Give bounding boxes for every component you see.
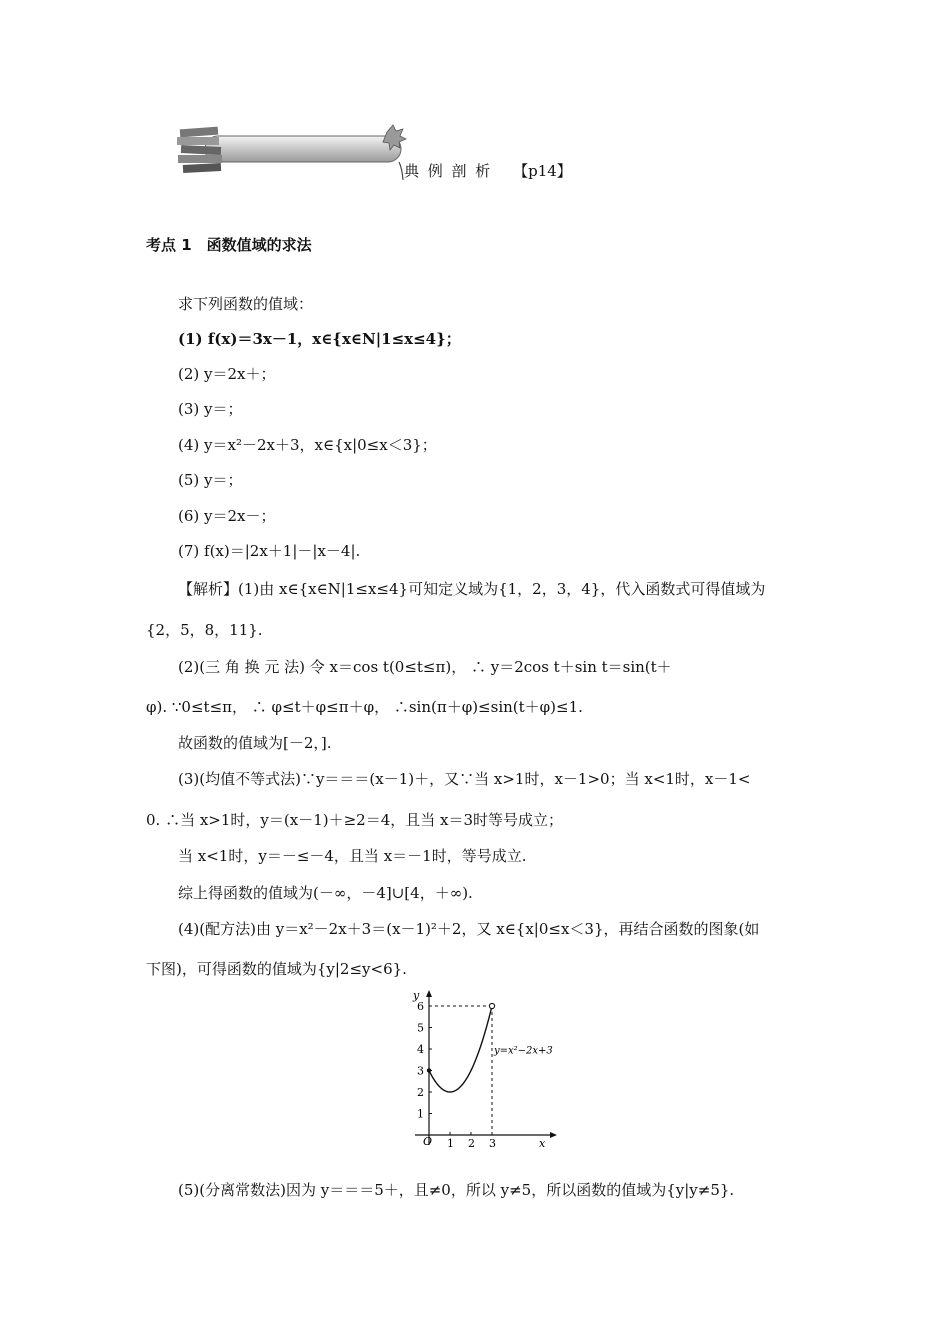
problem-item-2: (2) y＝2x＋； [178, 365, 276, 383]
y-tick-label: 1 [417, 1107, 424, 1121]
origin-label: O [423, 1135, 433, 1148]
problem-item-4: (4) y＝x²－2x＋3，x∈{x|0≤x＜3}； [178, 436, 437, 454]
open-endpoint [489, 1003, 494, 1008]
parabola-curve [429, 1006, 492, 1092]
solution-line-11: 下图)，可得函数的值域为{y|2≤y<6}. [146, 960, 407, 978]
solution-line-8: 当 x<1时，y＝－≤－4，且当 x＝－1时，等号成立. [178, 847, 527, 865]
problem-item-3: (3) y＝； [178, 400, 243, 418]
page-ref: 【p14】 [513, 162, 572, 180]
problem-item-7: (7) f(x)＝|2x＋1|－|x－4|. [178, 542, 361, 560]
y-axis-label: y [413, 989, 420, 1002]
solution-line-5: 故函数的值域为[－2，]. [178, 734, 332, 752]
solution-line-2: {2，5，8，11}. [146, 621, 263, 639]
y-tick-label: 2 [417, 1086, 424, 1099]
x-tick-label: 1 [447, 1137, 454, 1150]
section-label: 典 例 剖 析 [404, 162, 493, 180]
solution-line-3: (2)(三 角 换 元 法) 令 x＝cos t(0≤t≤π)， ∴ y＝2cos t＋sin t＝sin(t＋ [178, 658, 672, 676]
problem-item-5: (5) y＝； [178, 471, 243, 489]
x-tick-label: 2 [468, 1137, 475, 1150]
books-icon [177, 127, 222, 173]
problem-item-6: (6) y＝2x－； [178, 507, 276, 525]
function-graph [405, 985, 575, 1150]
problem-item-1: (1) f(x)＝3x－1，x∈{x∈N|1≤x≤4}； [178, 330, 461, 348]
problem-intro: 求下列函数的值域： [178, 295, 314, 313]
x-tick-label: 3 [489, 1137, 496, 1150]
section-banner [175, 122, 415, 182]
topic-title: 考点 1 函数值域的求法 [146, 236, 312, 254]
solution-line-4: φ). ∵0≤t≤π， ∴ φ≤t＋φ≤π＋φ， ∴sin(π＋φ)≤sin(t＋φ)≤1. [146, 698, 583, 716]
curve-label: y=x²−2x+3 [494, 1045, 553, 1057]
y-ticks [417, 1000, 432, 1121]
section-heading [404, 160, 572, 181]
y-tick-label: 6 [417, 1000, 424, 1013]
solution-line-9: 综上得函数的值域为(－∞，－4]∪[4，＋∞). [178, 884, 473, 902]
solution-line-10: (4)(配方法)由 y＝x²－2x＋3＝(x－1)²＋2，又 x∈{x|0≤x＜3}，再结合函数的图象(如 [178, 920, 760, 938]
y-tick-label: 3 [417, 1064, 424, 1078]
solution-line-12: (5)(分离常数法)因为 y＝＝＝5＋，且≠0，所以 y≠5，所以函数的值域为{y|y≠5}. [178, 1181, 735, 1199]
y-tick-label: 5 [417, 1021, 424, 1035]
x-axis-arrow [550, 1132, 557, 1138]
solution-line-1: 【解析】(1)由 x∈{x∈N|1≤x≤4}可知定义域为{1，2，3，4}，代入函数式可得值域为 [178, 580, 766, 598]
y-tick-label: 4 [417, 1043, 424, 1056]
solution-line-6: (3)(均值不等式法)∵y＝＝＝(x－1)＋，又∵当 x>1时，x－1>0；当 x<1时，x－1< [178, 770, 751, 788]
x-axis-label: x [539, 1137, 546, 1150]
solution-line-7: 0. ∴当 x>1时，y＝(x－1)＋≥2＝4，且当 x＝3时等号成立； [146, 811, 564, 829]
y-axis-arrow [426, 990, 432, 997]
closed-endpoint [427, 1068, 431, 1072]
